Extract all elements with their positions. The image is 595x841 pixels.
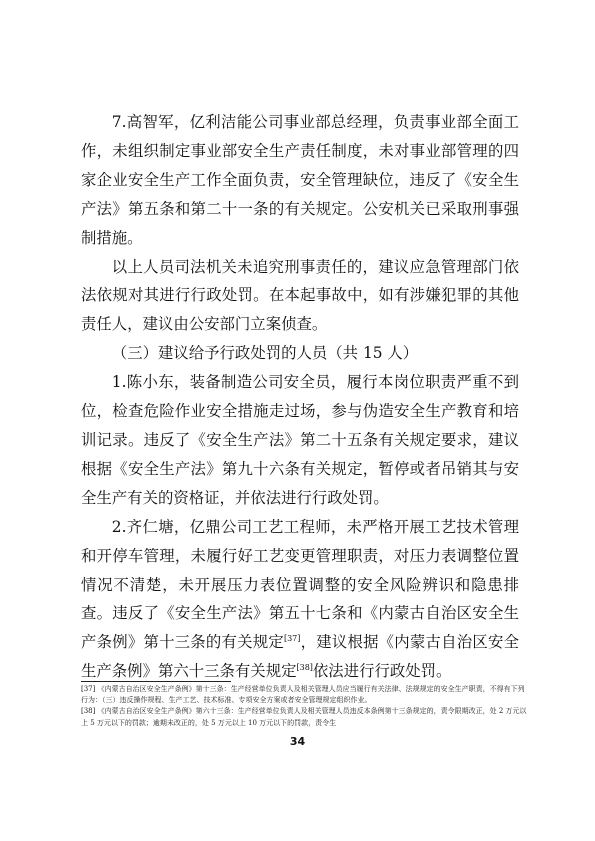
footnote-divider bbox=[81, 681, 231, 682]
paragraph-qi-rentang bbox=[81, 513, 519, 686]
body-text bbox=[81, 108, 519, 686]
paragraph-text-part: 依法进行行政处罚。 bbox=[312, 662, 452, 681]
paragraph-chen-xiaodong: 1.陈小东，装备制造公司安全员，履行本岗位职责严重不到位，检查危险作业安全措施走过场，参与伪造安全生产教育和培训记录。违反了《安全生产法》第二十五条有关规定要求，建议根据《安全生产法》第九十六条有关规定，暂停或者吊销其与安全生产有关的资格证，并依法进行行政处罚。 bbox=[81, 373, 519, 507]
footnotes bbox=[81, 684, 531, 729]
paragraph-gao-zhijun: 7.高智军，亿利洁能公司事业部总经理，负责事业部全面工作，未组织制定事业部安全生产责任制度，未对事业部管理的四家企业安全生产工作全面负责，安全管理缺位，违反了《安全生产法》第五条和第二十一条的有关规定。公安机关已采取刑事强制措施。 bbox=[81, 113, 519, 247]
footnote-ref-37[interactable]: [37] bbox=[283, 634, 301, 644]
footnote-37: [37] 《内蒙古自治区安全生产条例》第十三条：生产经营单位负责人及相关管理人员应当履行有关法律、法规规定的安全生产职责，不得有下列行为：（三）违反操作规程、生产工艺、技术标准、专项安全方案或者安全管理规定组织作业。 bbox=[81, 685, 525, 705]
section-heading-administrative-penalty: （三）建议给予行政处罚的人员（共 15 人） bbox=[111, 344, 419, 363]
paragraph-text-part: ，建议根据《内蒙古自治区安全生产条例》第六十三条有关规定 bbox=[81, 633, 519, 681]
footnote-38: [38] 《内蒙古自治区安全生产条例》第六十三条：生产经营单位负责人及相关管理人员违反本条例第十三条规定的，责令限期改正，处 2 万元以上 5 万元以下的罚款；逾期未改正的，处 5 万元以上 10 万元以下的罚款，责令生 bbox=[81, 707, 527, 727]
footnote-ref-38[interactable]: [38] bbox=[296, 663, 313, 673]
paragraph-text-part: 2.齐仁塘，亿鼎公司工艺工程师，未严格开展工艺技术管理和开停车管理，未履行好工艺变更管理职责，对压力表调整位置情况不清楚，未开展压力表位置调整的安全风险辨识和隐患排查。违反了《安全生产法》第五十七条和《内蒙古自治区安全生产条例》第十三条的有关规定 bbox=[81, 517, 519, 652]
paragraph-summary: 以上人员司法机关未追究刑事责任的，建议应急管理部门依法依规对其进行行政处罚。在本起事故中，如有涉嫌犯罪的其他责任人，建议由公安部门立案侦查。 bbox=[81, 257, 519, 334]
page-number: 34 bbox=[289, 735, 306, 748]
